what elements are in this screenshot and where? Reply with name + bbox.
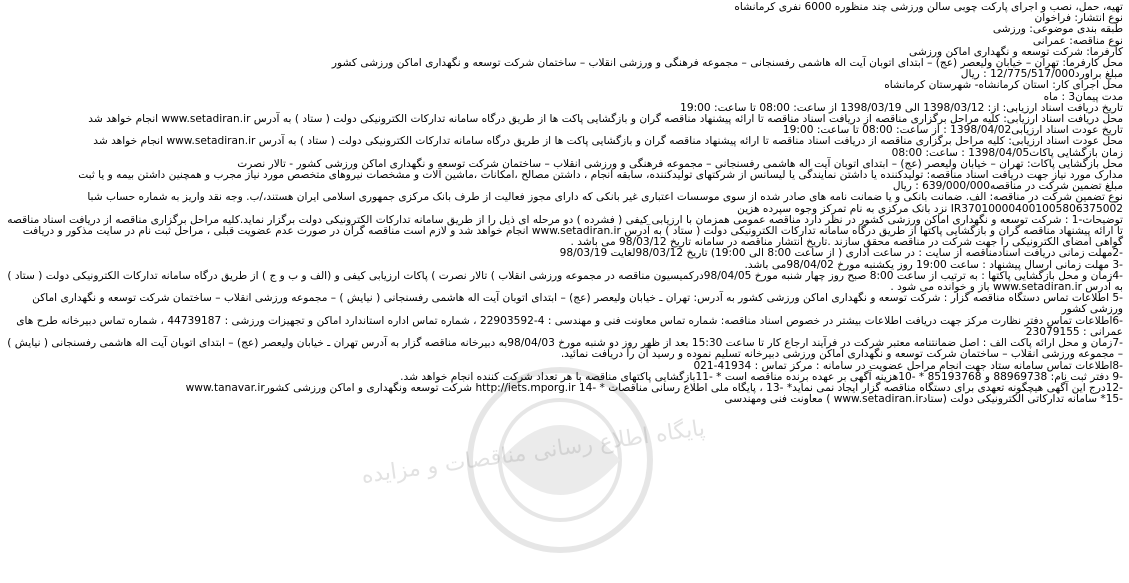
note-9-11: -9 دفتر ثبت نام: 88969738 و 85193768 * -10هزینه آگهی بر عهده برنده مناقصه است * -11بازگشایی پاکتهای مناقصه با هر تعداد شرکت کننده انجام خواهد شد. — [400, 370, 1123, 383]
employer-address: محل کارفرما: تهران – خیابان ولیعصر (عج) – ابتدای اتوبان آیت اله هاشمی رفسنجانی – مجموعه فرهنگی و ورزشی انقلاب – ساختمان شرکت توسعه و نگهداری اماکن ورزشی کشور — [331, 57, 1123, 70]
guarantee-amount: مبلغ تضمین شرکت در مناقصه639/000/000 : ریال — [892, 180, 1123, 193]
note-7: -7زمان و محل ارائه پاکت الف : اصل ضمانتنامه معتبر شرکت در فرآیند ارجاع کار تا ساعت 15:30 بعد از ظهر روز دو شنبه مورخ 98/04/03به دبیرخانه مناقصه گزار به آدرس تهران ـ خیابان ولیعصر (عج) – ابتدای اتوبان آیت اله هاشمی رفسنجانی ( نیایش ) – مجموعه ورزشی انقلاب – ساختمان شرکت توسعه و نگهداری اماکن ورزشی دبیرخانه تسلیم نموده و رسید آن را دریافت نمائید. — [7, 337, 1123, 361]
note-2: -2مهلت زمانی دریافت اسنادمناقصه از سایت : در ساعت اداری ( از ساعت 8:00 الی 19:00) تاریخ 98/03/12لغایت 98/03/19 — [559, 247, 1123, 260]
opening-time: زمان بازگشایی پاکات1398/04/05 : ساعت: 08:00 — [891, 146, 1123, 159]
guarantee-type: نوع تضمین شرکت در مناقصه: الف. ضمانت بانکی و یا ضمانت نامه های صادر شده از سوی موسسات اعتباری غیر بانکی که دارای مجوز فعالیت از طرف بانک مرکزی جمهوری اسلامی ایران هستند،/ب. وجه نقد واریز به شماره حساب شبا IR370100004001005806375002 نزد بانک مرکزی به نام تمرکز وجوه سپرده هزین — [87, 191, 1123, 215]
note-5: -5 اطلاعات تماس دستگاه مناقصه گزار : شرکت توسعه و نگهداری اماکن ورزشی کشور به آدرس: تهران ـ خیابان ولیعصر (عج) – ابتدای اتوبان آیت اله هاشمی رفسنجانی ( نیایش ) – مجموعه ورزشی انقلاب – ساختمان شرکت توسعه و نگهداری اماکن ورزشی کشور — [32, 292, 1123, 316]
required-documents: مدارک مورد نیاز جهت دریافت اسناد مناقصه: تولیدکننده یا داشتن نمایندگی یا لیسانس از شرکتهای تولیدکننده، سابقه انجام ، داشتن مصالح ،امکانات ،ماشین آلات و مشخصات نیروهای متخصص مورد نیاز مجرب و همچنین داشتن بیمه و یا ثبت — [78, 169, 1123, 182]
estimated-amount: مبلغ براورد12/775/517/000 : ریال — [960, 68, 1123, 81]
tender-notice — [6, 2, 1123, 405]
doc-return-place: محل عودت اسناد ارزیابی: کلیه مراحل برگزاری مناقصه از دریافت اسناد مناقصه تا ارائه پیشنهاد مناقصه گران و بازگشایی پاکت ها از طریق درگاه سامانه تدارکات الکترونیکی دولت ( ستاد ) به آدرس www.setadiran.ir انجام خواهد شد — [93, 135, 1123, 148]
tender-type: نوع مناقصه: عمرانی — [1032, 34, 1123, 47]
doc-receive-date: تاریخ دریافت اسناد ارزیابی: از: 1398/03/12 الی 1398/03/19 از ساعت: 08:00 تا ساعت: 19:00 — [680, 101, 1123, 114]
note-4: -4زمان و محل بازگشایی پاکتها : به ترتیب از ساعت 8:00 صبح روز چهار شنبه مورخ 98/04/05درکمیسیون مناقصه در مجموعه ورزشی انقلاب ) تالار نصرت ) پاکات ارزیابی کیفی و (الف و ب و ج ) از طریق درگاه سامانه تدارکات الکترونیکی دولت ( ستاد ) به آدرس www.setadiran.ir باز و خوانده می شود . — [7, 269, 1123, 294]
note-15: -15* سامانه تدارکاتی الکترونیکی دولت (ستادwww.setadiran.ir ) معاونت فنی ومهندسی — [724, 393, 1123, 406]
project-location: محل اجرای کار: استان کرمانشاه- شهرستان کرمانشاه — [884, 79, 1123, 92]
topic-category: طبقه بندی موضوعی: ورزشی — [992, 23, 1123, 36]
note-1: توضیحات-1 : شرکت توسعه و نگهداری اماکن ورزشی کشور در نظر دارد مناقصه عمومی همزمان با ارزیابی کیفی ( فشرده ) دو مرحله ای ذیل را از طریق سامانه تدارکات الکترونیکی دولت برگزار نماید.کلیه مراحل برگزاری مناقصه از دریافت اسناد مناقصه تا ارائه پیشنهاد مناقصه گران و بازگشایی پاکتها از طریق درگاه سامانه تدارکات الکترونیکی دولت ( ستاد ) به آدرس www.setadiran.ir انجام خواهد شد و لازم است مناقصه گران در صورت عدم عضویت قبلی ، مراحل ثبت نام در سایت مذکور و دریافت گواهی امضای الکترونیکی را جهت شرکت در مناقصه محقق سازند .تاریخ انتشار مناقصه در سامانه تاریخ 98/03/12 می باشد . — [7, 213, 1123, 249]
watermark-text: پایگاه اطلاع رسانی مناقصات و مزایده — [359, 416, 707, 489]
note-12-14: -12درج این آگهی هیچگونه تعهدی برای دستگاه مناقصه گزار ایجاد نمی نماید* -13 ، پایگاه ملی اطلاع رسانی مناقصات * -14 http://iets.mporg.ir شرکت توسعه ونگهداری و اماکن ورزشی کشورwww.tanavar.ir — [185, 381, 1123, 394]
publish-type: نوع انتشار: فراخوان — [1034, 12, 1123, 25]
note-8: -8اطلاعات تماس سامانه ستاد جهت انجام مراحل عضویت در سامانه : مرکز تماس : 41934-021 — [693, 359, 1123, 372]
note-6: -6اطلاعات تماس دفتر نظارت مرکز جهت دریافت اطلاعات بیشتر در خصوص اسناد مناقصه: شماره تماس معاونت فنی و مهندسی : 4-22903592 ، شماره تماس اداره استاندارد اماکن و تجهیزات ورزشی : 44739187 ، شماره تماس دبیرخانه طرح های عمرانی : 23079155 — [16, 314, 1123, 338]
doc-return-date: تاریخ عودت اسناد ارزیابی1398/04/02 : از ساعت: 08:00 تا ساعت: 19:00 — [782, 124, 1123, 137]
opening-place: محل بازگشایی پاکات: تهران – خیابان ولیعصر (عج) – ابتدای اتوبان آیت اله هاشمی رفسنجانی – مجموعه فرهنگی و ورزشی انقلاب – ساختمان شرکت توسعه و نگهداری اماکن ورزشی کشور - تالار نصرت — [237, 157, 1123, 170]
notice-title: تهیه، حمل، نصب و اجرای پارکت چوبی سالن ورزشی چند منظوره 6000 نفری کرمانشاه — [734, 1, 1123, 13]
employer: کارفرما: شرکت توسعه و نگهداری اماکن ورزشی — [909, 45, 1123, 58]
doc-receive-place: محل دریافت اسناد ارزیابی: کلیه مراحل برگزاری مناقصه از دریافت اسناد مناقصه تا ارائه پیشنهاد مناقصه گران و بازگشایی پاکت ها از طریق درگاه سامانه تدارکات الکترونیکی دولت ( ستاد ) به آدرس www.setadiran.ir انجام خواهد شد — [88, 113, 1123, 126]
contract-duration: مدت پیمان3 : ماه — [1043, 90, 1123, 103]
note-3: -3 مهلت زمانی ارسال پیشنهاد : ساعت 19:00 روز یکشنبه مورخ 98/04/02می باشد. — [744, 258, 1123, 271]
